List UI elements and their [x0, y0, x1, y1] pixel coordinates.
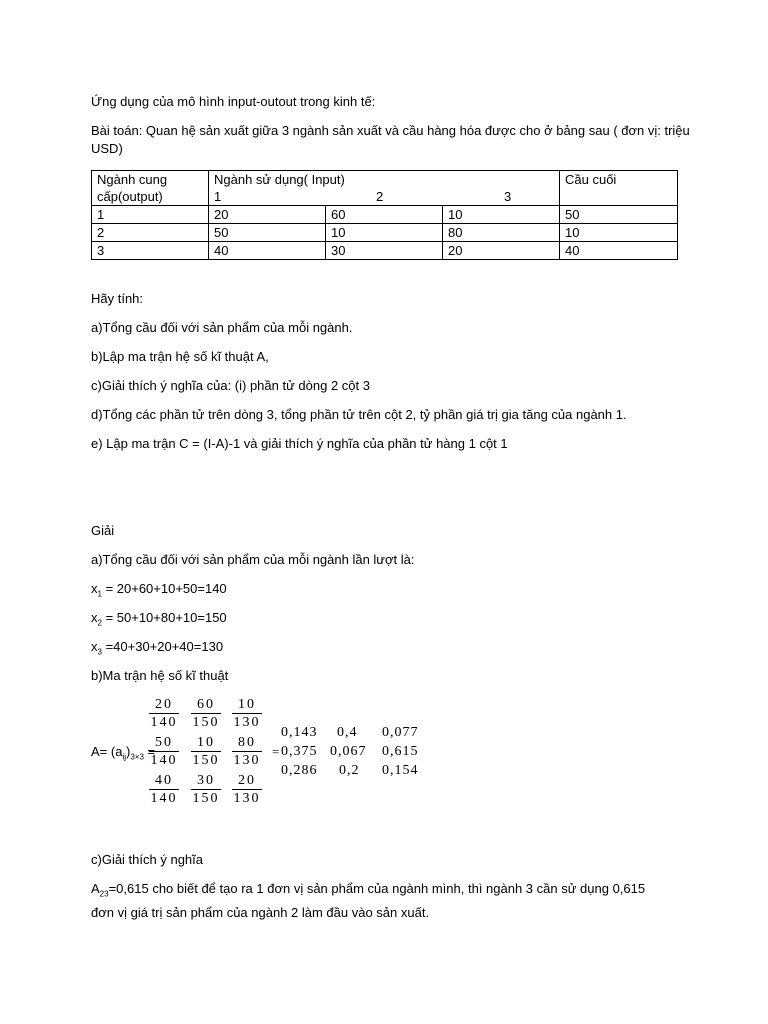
fraction-cell: 30 150 [192, 773, 220, 806]
fraction-cell: 60 150 [192, 697, 220, 730]
question-a: a)Tổng cầu đối với sản phẩm của mỗi ngành. [91, 320, 353, 335]
table-cell: 10 [326, 224, 443, 242]
header-col-3: 3 [504, 189, 512, 204]
fraction-cell: 20 130 [233, 773, 261, 806]
solution-a-intro: a)Tổng cầu đối với sản phẩm của mỗi ngành lần lượt là: [91, 552, 415, 567]
questions-intro: Hãy tính: [91, 291, 144, 306]
table-cell: 20 [209, 206, 326, 224]
decimal-cell: 0,286 [281, 763, 318, 778]
header-supplier-cell: Ngành cung cấp(output) [92, 171, 209, 206]
problem-statement: Bài toán: Quan hệ sản xuất giữa 3 ngành sản xuất và cầu hàng hóa được cho ở bảng sau ( đơn vị: triệu USD) [91, 123, 690, 156]
decimal-cell: 0,2 [339, 763, 360, 778]
question-b: b)Lập ma trận hệ số kĩ thuật A, [91, 349, 269, 364]
equals-sign: = [272, 744, 281, 759]
question-c: c)Giải thích ý nghĩa của: (i) phần tử dòng 2 cột 3 [91, 378, 370, 393]
table-cell: 10 [560, 224, 678, 242]
table-cell: 40 [209, 242, 326, 260]
fraction-cell: 40 140 [150, 773, 178, 806]
matrix-a-label: $A= (a_{ij})_{3\times 3}$ = [91, 744, 156, 762]
fraction-cell: 80 130 [233, 735, 261, 768]
table-cell: 80 [443, 224, 560, 242]
x3-equation: $x_3 =40+30+20+40=130$ [91, 639, 224, 657]
table-header-row [92, 171, 678, 206]
fraction-cell: 20 140 [150, 697, 178, 730]
fraction-cell: 10 150 [192, 735, 220, 768]
header-col-2: 2 [376, 189, 384, 204]
decimal-cell: 0,375 [281, 744, 318, 759]
decimal-cell: 0,154 [382, 763, 419, 778]
table-cell: 50 [209, 224, 326, 242]
row-label: 2 [92, 224, 209, 242]
table-cell: 50 [560, 206, 678, 224]
decimal-cell: 0,067 [330, 744, 367, 759]
header-user-label: Ngành sử dụng( Input) [214, 172, 345, 187]
decimal-cell: 0,615 [382, 744, 419, 759]
solution-title: Giải [91, 523, 115, 538]
input-output-table [91, 170, 678, 260]
header-col-1: 1 [214, 189, 222, 204]
question-d: d)Tổng các phần tử trên dòng 3, tổng phần tử trên cột 2, tỷ phần giá trị gia tăng của ngành 1. [91, 407, 627, 422]
table-cell: 30 [326, 242, 443, 260]
section-heading: Ứng dụng của mô hình input-outout trong kinh tế: [91, 94, 376, 109]
decimal-cell: 0,077 [382, 725, 419, 740]
solution-b-intro: b)Ma trận hệ số kĩ thuật [91, 668, 229, 683]
decimal-cell: 0,143 [281, 725, 318, 740]
header-sector-numbers [214, 188, 554, 205]
decimal-cell: 0,4 [337, 725, 358, 740]
x1-equation: $x_1 = 20+60+10+50=140$ [91, 581, 227, 599]
fraction-cell: 50 140 [150, 735, 178, 768]
table-row [92, 224, 678, 242]
header-user-cell [209, 171, 560, 206]
table-cell: 10 [443, 206, 560, 224]
question-e: e) Lập ma trận C = (I-A)-1 và giải thích ý nghĩa của phần tử hàng 1 cột 1 [91, 436, 508, 451]
header-final-cell: Cầu cuối [560, 171, 678, 206]
x2-equation: $x_2 = 50+10+80+10=150$ [91, 610, 227, 628]
table-cell: 40 [560, 242, 678, 260]
table-row [92, 242, 678, 260]
table-cell: 20 [443, 242, 560, 260]
table-row [92, 206, 678, 224]
row-label: 1 [92, 206, 209, 224]
fraction-cell: 10 130 [233, 697, 261, 730]
table-cell: 60 [326, 206, 443, 224]
row-label: 3 [92, 242, 209, 260]
a23-explanation: $A_{23}=0,615$ cho biết để tạo ra 1 đơn vị sản phẩm của ngành mình, thì ngành 3 cần sử dụng 0,615 đơn vị giá trị sản phẩm của ngành 2 làm đầu vào sản xuất. [91, 881, 646, 920]
solution-c-intro: c)Giải thích ý nghĩa [91, 852, 203, 867]
